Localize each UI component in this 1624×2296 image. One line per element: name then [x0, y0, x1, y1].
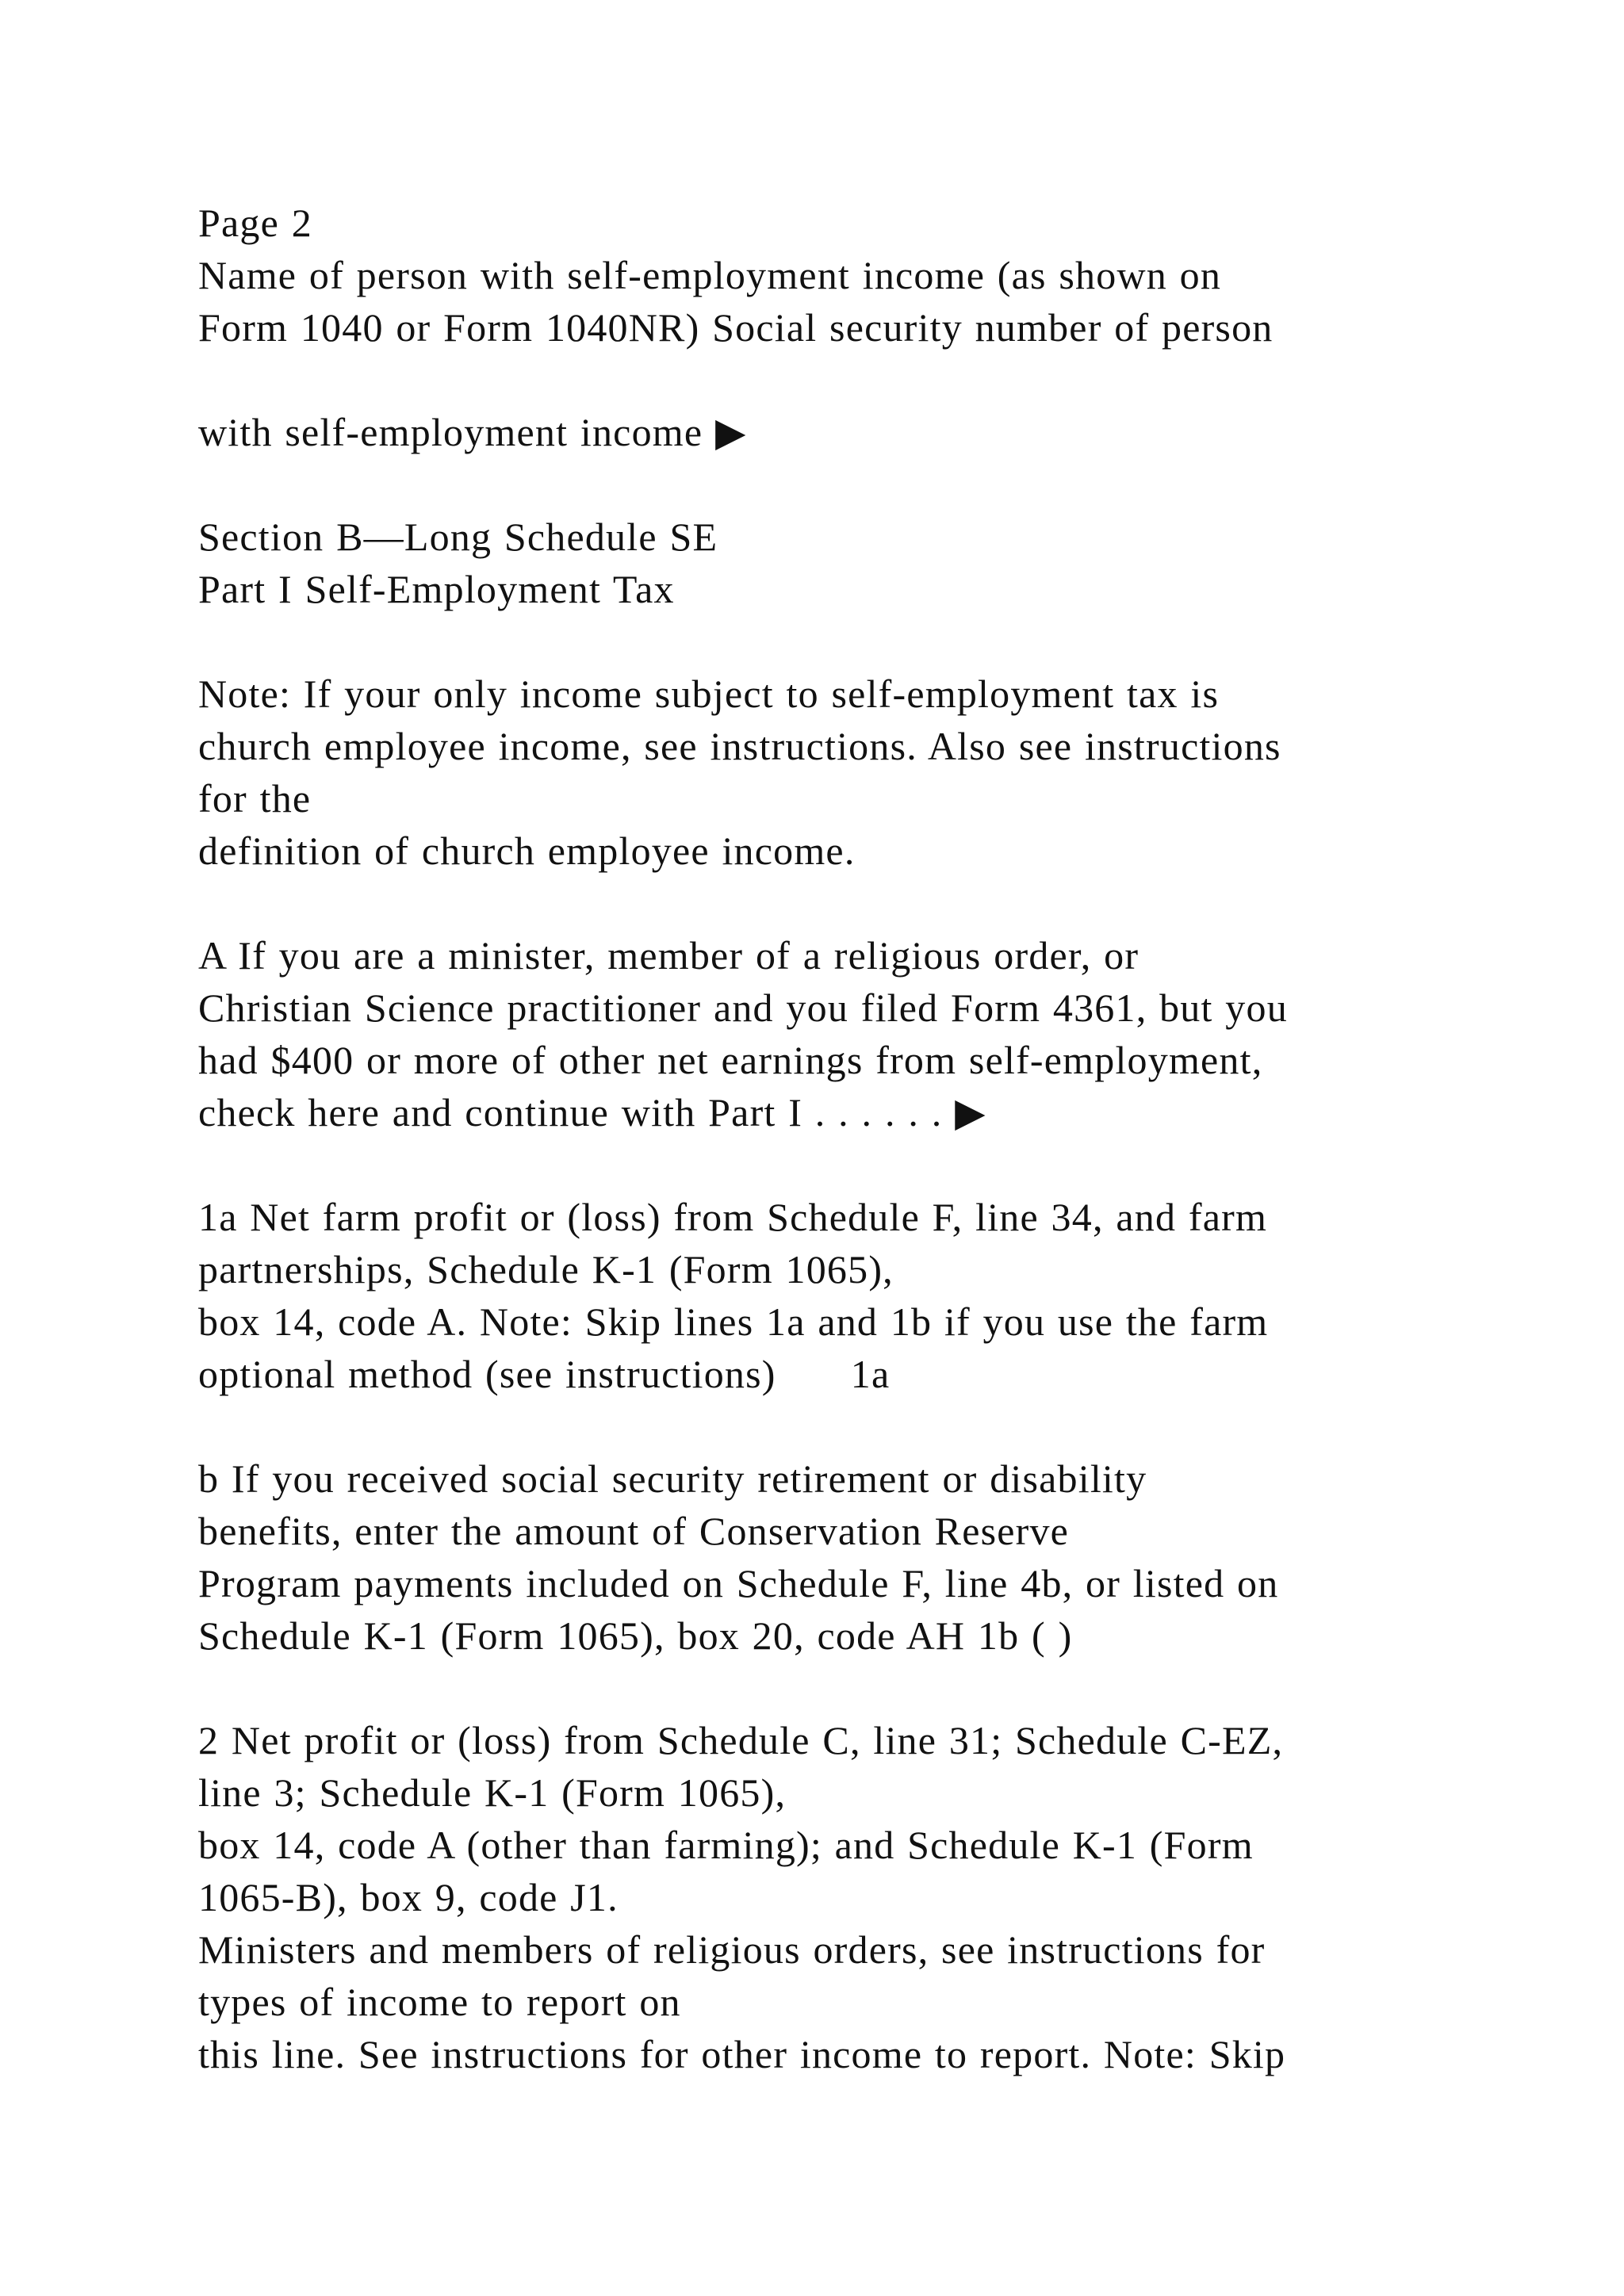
line-2-text: this line. See instructions for other income to report. Note: Skip [198, 2032, 1286, 2076]
header-line: Name of person with self-employment income (as shown on [198, 253, 1222, 297]
line-2-text: line 3; Schedule K-1 (Form 1065), [198, 1770, 787, 1815]
ssn-line: with self-employment income ▶ [198, 410, 747, 454]
line-a-text: check here and continue with Part I . . . . . . ▶ [198, 1090, 986, 1135]
part-title: Part I Self-Employment Tax [198, 567, 675, 611]
line-1a-text: 1a Net farm profit or (loss) from Schedule F, line 34, and farm [198, 1195, 1268, 1239]
line-2-text: 2 Net profit or (loss) from Schedule C, line 31; Schedule C-EZ, [198, 1718, 1284, 1762]
spacer [198, 458, 1562, 511]
spacer [198, 354, 1562, 406]
spacer [198, 1400, 1562, 1452]
line-1b-text: Schedule K-1 (Form 1065), box 20, code AH 1b ( ) [198, 1613, 1073, 1658]
spacer [198, 1662, 1562, 1714]
note-line: Note: If your only income subject to self-employment tax is [198, 672, 1220, 716]
line-a-text: had $400 or more of other net earnings from self-employment, [198, 1038, 1263, 1082]
line-1a-text: optional method (see instructions) 1a [198, 1352, 891, 1396]
note-line: definition of church employee income. [198, 828, 856, 873]
line-1a-text: box 14, code A. Note: Skip lines 1a and 1b if you use the farm [198, 1299, 1269, 1344]
line-2-text: types of income to report on [198, 1980, 681, 2024]
document-body [198, 197, 1562, 2080]
line-1a-text: partnerships, Schedule K-1 (Form 1065), [198, 1247, 894, 1292]
spacer [198, 877, 1562, 929]
spacer [198, 615, 1562, 668]
page-label: Page 2 [198, 201, 312, 245]
spacer [198, 1138, 1562, 1191]
line-1b-text: Program payments included on Schedule F, line 4b, or listed on [198, 1561, 1279, 1605]
header-line: Form 1040 or Form 1040NR) Social security number of person [198, 305, 1274, 350]
note-line: church employee income, see instructions. Also see instructions [198, 724, 1281, 768]
line-2-text: Ministers and members of religious orders, see instructions for [198, 1927, 1266, 1972]
line-2-text: box 14, code A (other than farming); and Schedule K-1 (Form [198, 1823, 1254, 1867]
note-line: for the [198, 776, 312, 821]
line-1b-text: benefits, enter the amount of Conservation Reserve [198, 1509, 1070, 1553]
section-title: Section B—Long Schedule SE [198, 515, 718, 559]
line-1b-text: b If you received social security retirement or disability [198, 1456, 1147, 1501]
line-a-text: Christian Science practitioner and you filed Form 4361, but you [198, 985, 1288, 1030]
line-a-text: A If you are a minister, member of a religious order, or [198, 933, 1139, 978]
line-2-text: 1065-B), box 9, code J1. [198, 1875, 619, 1919]
